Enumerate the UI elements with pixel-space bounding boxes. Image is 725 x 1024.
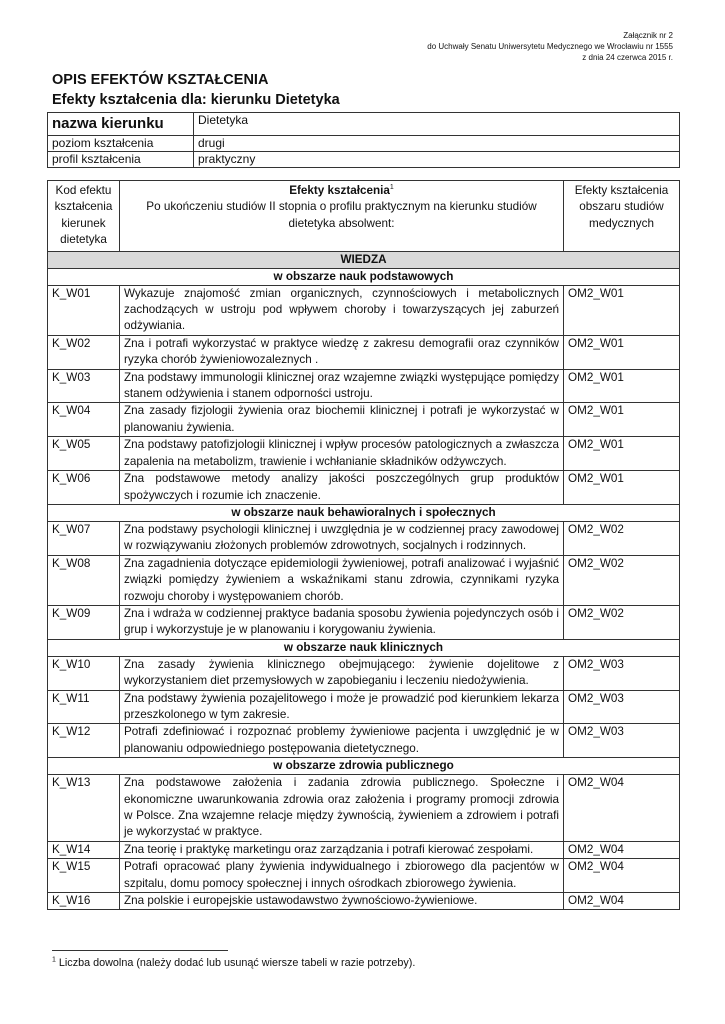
header-effects xyxy=(120,181,564,252)
outcome-area-code: OM2_W03 xyxy=(564,690,680,724)
outcome-description: Zna podstawy immunologii klinicznej oraz wzajemne związki występujące pomiędzy stanem odżywienia i stanem odporności ustroju. xyxy=(120,369,564,403)
outcome-area-code: OM2_W01 xyxy=(564,335,680,369)
outcome-description: Zna polskie i europejskie ustawodawstwo żywnościowo-żywieniowe. xyxy=(120,893,564,910)
outcome-area-code: OM2_W01 xyxy=(564,403,680,437)
header-area: Efekty kształcenia obszaru studiów medycznych xyxy=(564,181,680,252)
attachment-note xyxy=(427,30,673,63)
table-row xyxy=(48,656,680,690)
info-value: drugi xyxy=(194,136,680,152)
table-row xyxy=(48,841,680,858)
outcome-area-code: OM2_W03 xyxy=(564,724,680,758)
outcome-code: K_W13 xyxy=(48,775,120,842)
outcome-description: Zna teorię i praktykę marketingu oraz zarządzania i potrafi kierować zespołami. xyxy=(120,841,564,858)
outcome-code: K_W08 xyxy=(48,555,120,605)
outcome-code: K_W02 xyxy=(48,335,120,369)
section-title: w obszarze nauk behawioralnych i społecznych xyxy=(48,504,680,521)
section-row xyxy=(48,639,680,656)
outcome-area-code: OM2_W01 xyxy=(564,437,680,471)
outcome-area-code: OM2_W04 xyxy=(564,775,680,842)
table-row xyxy=(48,724,680,758)
table-row xyxy=(48,893,680,910)
outcome-code: K_W06 xyxy=(48,471,120,505)
table-row xyxy=(48,605,680,639)
document-subtitle: Efekty kształcenia dla: kierunku Dietetyka xyxy=(52,92,340,108)
header-effects-sub: Po ukończeniu studiów II stopnia o profilu praktycznym na kierunku studiów dietetyka absolwent: xyxy=(146,200,537,230)
outcome-code: K_W09 xyxy=(48,605,120,639)
outcome-code: K_W12 xyxy=(48,724,120,758)
outcome-area-code: OM2_W04 xyxy=(564,859,680,893)
footnote-divider xyxy=(52,950,228,951)
outcome-description: Potrafi opracować plany żywienia indywidualnego i zbiorowego dla pacjentów w szpitalu, domu pomocy społecznej i innych ośrodkach zbiorowego żywienia. xyxy=(120,859,564,893)
outcome-code: K_W01 xyxy=(48,285,120,335)
outcome-area-code: OM2_W02 xyxy=(564,521,680,555)
table-header-row xyxy=(48,181,680,252)
section-row xyxy=(48,758,680,775)
outcome-description: Zna podstawowe metody analizy jakości poszczególnych grup produktów spożywczych i rozumie ich znaczenie. xyxy=(120,471,564,505)
outcome-code: K_W03 xyxy=(48,369,120,403)
outcome-area-code: OM2_W01 xyxy=(564,369,680,403)
info-row xyxy=(48,113,680,136)
outcome-description: Potrafi zdefiniować i rozpoznać problemy żywieniowe pacjenta i uwzględnić je w planowaniu odpowiedniego postępowania dietetycznego. xyxy=(120,724,564,758)
info-value: praktyczny xyxy=(194,152,680,168)
info-row xyxy=(48,136,680,152)
outcome-area-code: OM2_W01 xyxy=(564,471,680,505)
outcome-area-code: OM2_W04 xyxy=(564,841,680,858)
section-title: WIEDZA xyxy=(48,251,680,268)
attachment-line-2: do Uchwały Senatu Uniwersytetu Medycznego we Wrocławiu nr 1555 xyxy=(427,42,673,51)
outcome-description: Zna i potrafi wykorzystać w praktyce wiedzę z zakresu demografii oraz czynników ryzyka chorób żywieniowozaleznych . xyxy=(120,335,564,369)
outcome-area-code: OM2_W02 xyxy=(564,605,680,639)
section-row-wiedza xyxy=(48,251,680,268)
table-row xyxy=(48,775,680,842)
header-code: Kod efektu kształcenia kierunek dietetyka xyxy=(48,181,120,252)
outcome-code: K_W10 xyxy=(48,656,120,690)
outcome-area-code: OM2_W01 xyxy=(564,285,680,335)
section-title: w obszarze zdrowia publicznego xyxy=(48,758,680,775)
outcome-description: Zna podstawy patofizjologii klinicznej i wpływ procesów patologicznych a zwłaszcza zapalenia na metabolizm, trawienie i wchłanianie składników odżywczych. xyxy=(120,437,564,471)
info-row xyxy=(48,152,680,168)
outcome-description: Zna podstawy żywienia pozajelitowego i może je prowadzić pod kierunkiem lekarza przeszkolonego w tym zakresie. xyxy=(120,690,564,724)
footnote-ref: 1 xyxy=(389,184,394,192)
info-value: Dietetyka xyxy=(194,113,680,136)
table-row xyxy=(48,471,680,505)
table-row xyxy=(48,285,680,335)
document-title: OPIS EFEKTÓW KSZTAŁCENIA xyxy=(52,72,269,88)
outcome-code: K_W14 xyxy=(48,841,120,858)
header-effects-title: Efekty kształcenia xyxy=(289,184,390,197)
outcome-area-code: OM2_W04 xyxy=(564,893,680,910)
outcome-description: Zna i wdraża w codziennej praktyce badania sposobu żywienia pojedynczych osób i grup i wykorzystuje je w planowaniu i korygowaniu żywienia. xyxy=(120,605,564,639)
table-row xyxy=(48,437,680,471)
document-titles xyxy=(52,70,340,110)
info-label: profil kształcenia xyxy=(48,152,194,168)
table-row xyxy=(48,521,680,555)
table-row xyxy=(48,859,680,893)
info-label: poziom kształcenia xyxy=(48,136,194,152)
outcome-code: K_W05 xyxy=(48,437,120,471)
outcome-area-code: OM2_W03 xyxy=(564,656,680,690)
table-row xyxy=(48,335,680,369)
outcome-description: Wykazuje znajomość zmian organicznych, czynnościowych i metabolicznych zachodzących w ustroju pod wpływem choroby i towarzyszących jej zaburzeń odżywiania. xyxy=(120,285,564,335)
footnote-text: Liczba dowolna (należy dodać lub usunąć wiersze tabeli w razie potrzeby). xyxy=(55,957,416,969)
outcome-description: Zna zagadnienia dotyczące epidemiologii żywieniowej, potrafi analizować i wyjaśnić związki pomiędzy żywieniem a wskaźnikami stanu zdrowia, czynnikami ryzyka rozwoju choroby i występowaniem chorób. xyxy=(120,555,564,605)
info-label: nazwa kierunku xyxy=(48,113,194,136)
learning-outcomes-table xyxy=(47,180,680,910)
footnote-mark: 1 xyxy=(52,956,56,964)
section-title: w obszarze nauk klinicznych xyxy=(48,639,680,656)
section-title: w obszarze nauk podstawowych xyxy=(48,268,680,285)
outcome-description: Zna zasady fizjologii żywienia oraz biochemii klinicznej i potrafi je wykorzystać w planowaniu żywienia. xyxy=(120,403,564,437)
outcome-description: Zna zasady żywienia klinicznego obejmującego: żywienie dojelitowe z wykorzystaniem diet przemysłowych w zapobieganiu i leczeniu niedożywienia. xyxy=(120,656,564,690)
attachment-line-1: Załącznik nr 2 xyxy=(623,31,673,40)
programme-info-table xyxy=(47,112,680,168)
section-row xyxy=(48,504,680,521)
outcome-code: K_W11 xyxy=(48,690,120,724)
outcome-code: K_W04 xyxy=(48,403,120,437)
table-row xyxy=(48,690,680,724)
attachment-line-3: z dnia 24 czerwca 2015 r. xyxy=(582,53,673,62)
outcome-description: Zna podstawowe założenia i zadania zdrowia publicznego. Społeczne i ekonomiczne uwarunkowania zdrowia oraz założenia i programy promocji zdrowia w Polsce. Zna wzajemne relacje między żywnością, żywieniem a zdrowiem i potrafi je wykorzystać w praktyce. xyxy=(120,775,564,842)
table-row xyxy=(48,403,680,437)
footnote xyxy=(52,957,415,969)
outcome-code: K_W15 xyxy=(48,859,120,893)
outcome-description: Zna podstawy psychologii klinicznej i uwzględnia je w codziennej pracy zawodowej w rozwiązywaniu złożonych problemów zdrowotnych, socjalnych i rodzinnych. xyxy=(120,521,564,555)
outcome-code: K_W07 xyxy=(48,521,120,555)
table-row xyxy=(48,369,680,403)
outcome-code: K_W16 xyxy=(48,893,120,910)
outcome-area-code: OM2_W02 xyxy=(564,555,680,605)
section-row xyxy=(48,268,680,285)
table-row xyxy=(48,555,680,605)
